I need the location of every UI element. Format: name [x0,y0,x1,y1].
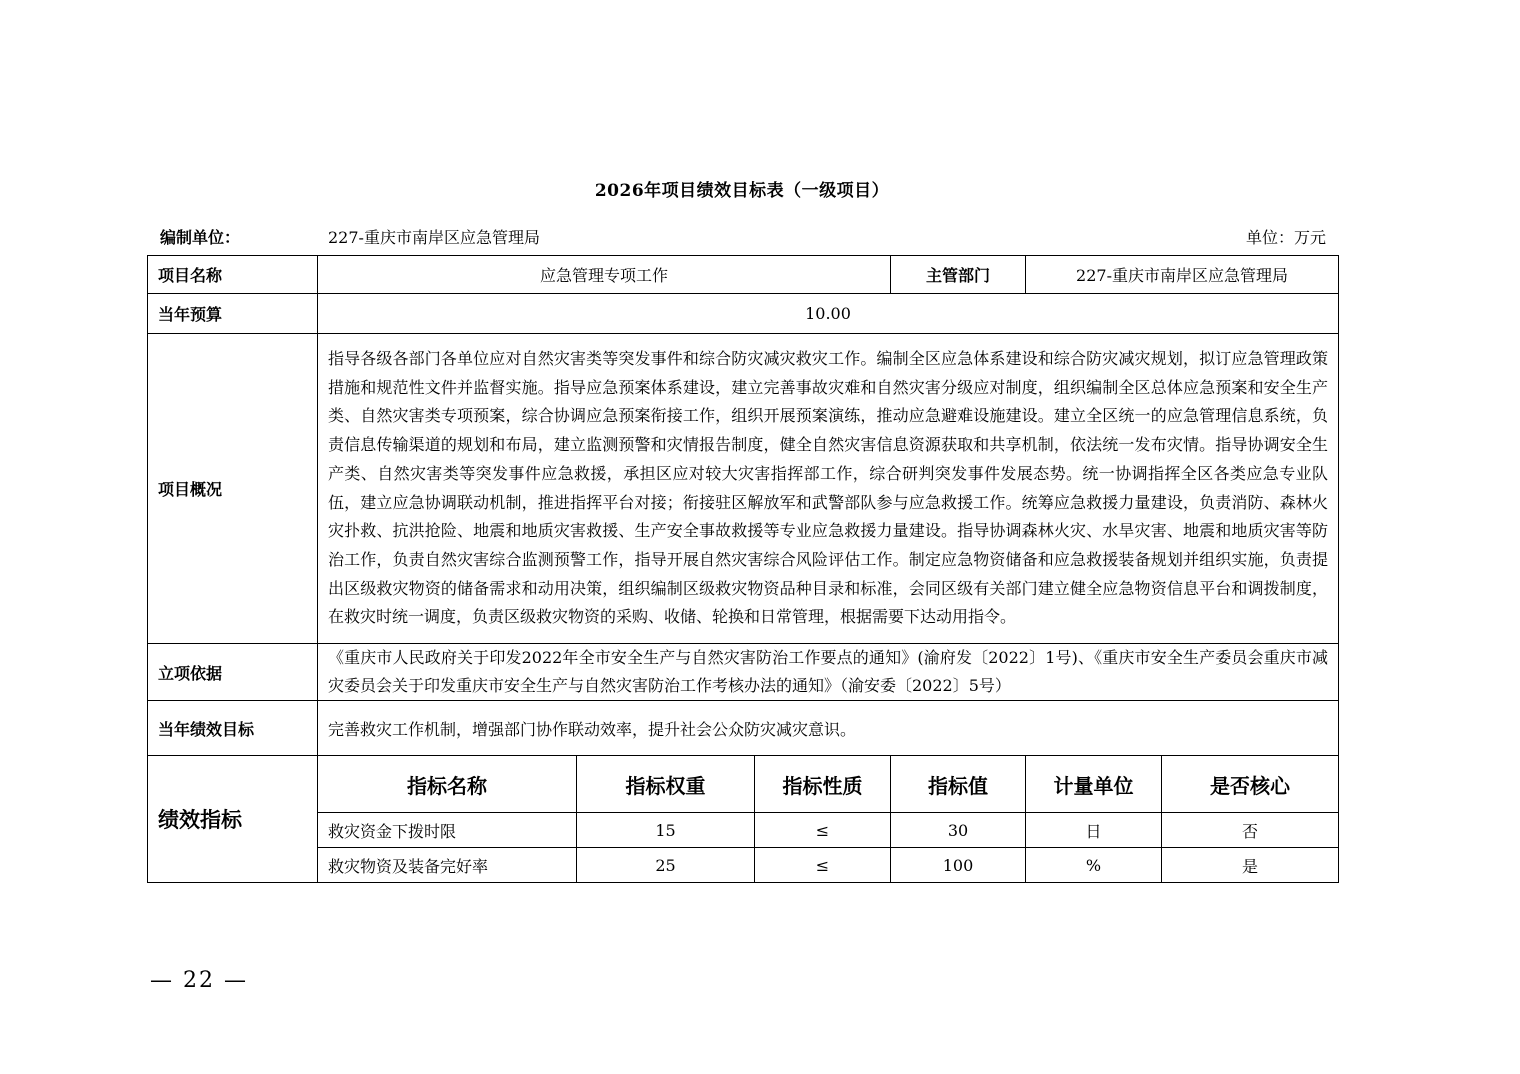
table-row [148,813,1339,848]
header-indicator-value: 指标值 [891,756,1026,813]
budget-label: 当年预算 [148,294,318,334]
header-indicator-core: 是否核心 [1162,756,1339,813]
header-indicator-weight: 指标权重 [577,756,755,813]
indicator-name: 救灾物资及装备完好率 [318,848,577,883]
overview-label: 项目概况 [148,334,318,644]
goal-label: 当年绩效目标 [148,701,318,756]
unit-label: 单位：万元 [1245,228,1326,247]
prepared-by-label: 编制单位： [160,228,241,247]
indicators-label: 绩效指标 [148,756,318,883]
header-indicator-unit: 计量单位 [1026,756,1162,813]
budget-value: 10.00 [318,294,1339,334]
indicator-unit: % [1026,848,1162,883]
budget-row [148,294,1339,334]
page-number: — 22 — [150,968,248,993]
indicator-nature: ≤ [755,813,891,848]
table-row [148,848,1339,883]
indicator-value: 30 [891,813,1026,848]
basis-label: 立项依据 [148,644,318,701]
overview-row [148,334,1339,644]
prepared-by-value: 227-重庆市南岸区应急管理局 [328,228,540,247]
indicator-name: 救灾资金下拨时限 [318,813,577,848]
indicator-value: 100 [891,848,1026,883]
goal-text: 完善救灾工作机制，增强部门协作联动效率，提升社会公众防灾减灾意识。 [318,701,1339,756]
indicator-weight: 15 [577,813,755,848]
basis-text: 《重庆市人民政府关于印发2022年全市安全生产与自然灾害防治工作要点的通知》(渝府发〔2022〕1号)、《重庆市安全生产委员会重庆市减灾委员会关于印发重庆市安全生产与自然灾害防治工作考核办法的通知》（渝安委〔2022〕5号） [318,644,1339,701]
performance-target-table [147,255,1339,883]
overview-text: 指导各级各部门各单位应对自然灾害类等突发事件和综合防灾减灾救灾工作。编制全区应急体系建设和综合防灾减灾规划，拟订应急管理政策措施和规范性文件并监督实施。指导应急预案体系建设，建立完善事故灾难和自然灾害分级应对制度，组织编制全区总体应急预案和安全生产类、自然灾害类专项预案，综合协调应急预案衔接工作，组织开展预案演练，推动应急避难设施建设。建立全区统一的应急管理信息系统，负责信息传输渠道的规划和布局，建立监测预警和灾情报告制度，健全自然灾害信息资源获取和共享机制，依法统一发布灾情。指导协调安全生产类、自然灾害类等突发事件应急救援，承担区应对较大灾害指挥部工作，综合研判突发事件发展态势。统一协调指挥全区各类应急专业队伍，建立应急协调联动机制，推进指挥平台对接；衔接驻区解放军和武警部队参与应急救援工作。统筹应急救援力量建设，负责消防、森林火灾扑救、抗洪抢险、地震和地质灾害救援、生产安全事故救援等专业应急救援力量建设。指导协调森林火灾、水旱灾害、地震和地质灾害等防治工作，负责自然灾害综合监测预警工作，指导开展自然灾害综合风险评估工作。制定应急物资储备和应急救援装备规划并组织实施，负责提出区级救灾物资的储备需求和动用决策，组织编制区级救灾物资品种目录和标准，会同区级有关部门建立健全应急物资信息平台和调拨制度，在救灾时统一调度，负责区级救灾物资的采购、收储、轮换和日常管理，根据需要下达动用指令。 [318,334,1339,644]
document-title: 2026年项目绩效目标表（一级项目） [594,181,890,201]
indicator-weight: 25 [577,848,755,883]
goal-row [148,701,1339,756]
header-indicator-name: 指标名称 [318,756,577,813]
project-name-value: 应急管理专项工作 [318,256,891,294]
header-indicator-nature: 指标性质 [755,756,891,813]
project-name-row [148,256,1339,294]
project-name-label: 项目名称 [148,256,318,294]
supervisor-value: 227-重庆市南岸区应急管理局 [1026,256,1339,294]
indicator-header-row [148,756,1339,813]
indicator-core: 否 [1162,813,1339,848]
indicator-core: 是 [1162,848,1339,883]
basis-row [148,644,1339,701]
supervisor-label: 主管部门 [891,256,1026,294]
indicator-nature: ≤ [755,848,891,883]
indicator-unit: 日 [1026,813,1162,848]
